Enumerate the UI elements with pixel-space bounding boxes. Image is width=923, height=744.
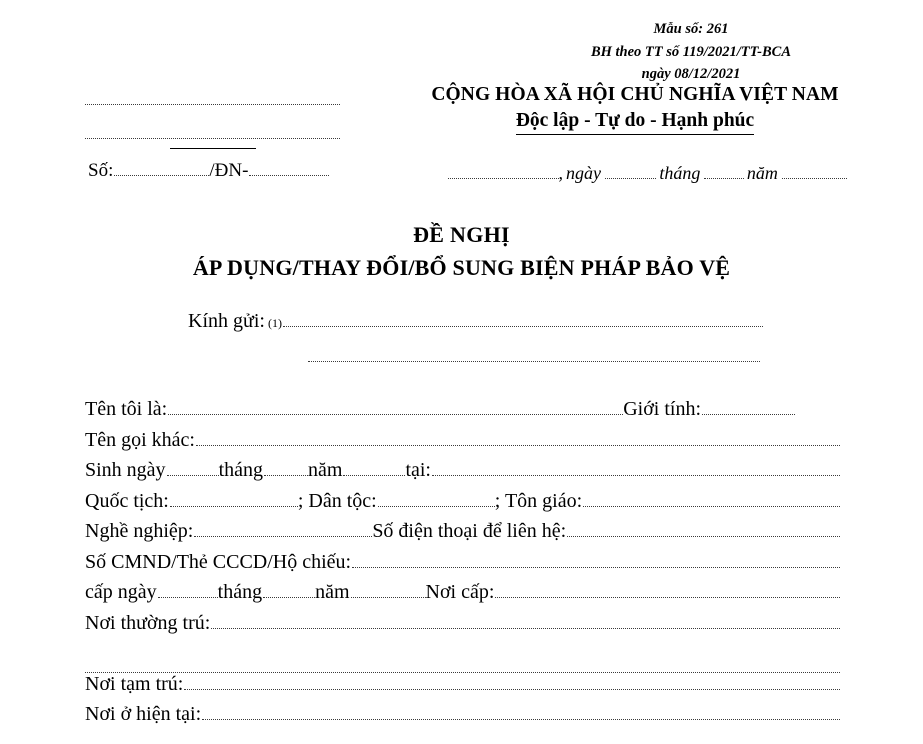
document-subtitle: ÁP DỤNG/THAY ĐỔI/BỔ SUNG BIỆN PHÁP BẢO VỆ (192, 255, 731, 280)
issue-month-input[interactable] (263, 581, 315, 598)
id-number-input[interactable] (352, 551, 840, 568)
current-address-label: Nơi ở hiện tại: (85, 703, 202, 725)
ethnicity-label: ; Dân tộc: (297, 489, 377, 512)
nationality-input[interactable] (170, 490, 298, 507)
org-name-line-1[interactable] (85, 86, 340, 105)
row-alias (85, 429, 840, 460)
document-number-suffix-input[interactable] (249, 160, 329, 176)
form-masthead (521, 18, 861, 86)
row-permanent-address-continuation (85, 642, 840, 673)
date-day-label: ngày (566, 163, 602, 183)
org-divider-rule (170, 148, 256, 149)
place-date-line (447, 163, 847, 184)
birth-year-label: năm (308, 459, 343, 481)
date-year-input[interactable] (782, 164, 847, 179)
form-issue-circular: BH theo TT số 119/2021/TT-BCA (590, 43, 792, 60)
birth-day-input[interactable] (167, 459, 219, 476)
document-number-separator: /ĐN- (209, 160, 249, 181)
gender-input[interactable] (702, 398, 795, 415)
issue-month-label: tháng (217, 581, 263, 603)
national-heading (395, 84, 875, 135)
form-issue-date: ngày 08/12/2021 (641, 66, 741, 83)
birth-month-input[interactable] (264, 459, 308, 476)
document-number-line (88, 160, 358, 182)
place-input[interactable] (448, 164, 559, 179)
birth-place-input[interactable] (432, 459, 840, 476)
phone-label: Số điện thoại để liên hệ: (372, 520, 567, 542)
temporary-address-input[interactable] (184, 673, 840, 690)
national-heading-line2: Độc lập - Tự do - Hạnh phúc (516, 110, 754, 135)
issue-day-input[interactable] (158, 581, 218, 598)
row-id-issue (85, 581, 840, 612)
permanent-address-input[interactable] (211, 612, 840, 629)
temporary-address-label: Nơi tạm trú: (85, 672, 184, 695)
row-occupation-phone (85, 520, 840, 551)
issue-year-label: năm (315, 581, 350, 603)
current-address-input[interactable] (202, 703, 840, 720)
phone-input[interactable] (567, 520, 840, 537)
form-code: Mẫu số: 261 (653, 21, 729, 37)
birth-day-label: Sinh ngày (85, 459, 166, 481)
religion-label: ; Tôn giáo: (494, 489, 583, 512)
national-heading-line1: CỘNG HÒA XÃ HỘI CHỦ NGHĨA VIỆT NAM (431, 84, 839, 105)
row-date-of-birth (85, 459, 840, 490)
recipient-line (188, 310, 763, 333)
row-nationality-ethnicity-religion (85, 490, 840, 521)
ethnicity-input[interactable] (378, 490, 495, 507)
row-temporary-address (85, 673, 840, 704)
full-name-label: Tên tôi là: (85, 398, 168, 420)
recipient-input-line2[interactable] (308, 347, 760, 362)
issue-place-label: Nơi cấp: (425, 581, 495, 603)
document-number-label: Số: (88, 160, 114, 181)
recipient-input[interactable] (283, 310, 763, 327)
issuing-organisation-block (85, 86, 340, 149)
document-title: ĐỀ NGHỊ (413, 222, 510, 247)
row-current-address (85, 703, 840, 734)
date-year-label: năm (746, 163, 778, 183)
id-number-label: Số CMND/Thẻ CCCD/Hộ chiếu: (85, 550, 352, 573)
religion-input[interactable] (583, 490, 840, 507)
issue-place-input[interactable] (495, 581, 840, 598)
nationality-label: Quốc tịch: (85, 489, 169, 512)
recipient-label: Kính gửi: (188, 310, 265, 332)
alias-input[interactable] (196, 429, 840, 446)
date-month-input[interactable] (704, 164, 743, 179)
occupation-input[interactable] (194, 520, 372, 537)
permanent-address-label: Nơi thường trú: (85, 611, 211, 634)
date-day-input[interactable] (605, 164, 656, 179)
date-month-label: tháng (659, 163, 701, 183)
applicant-details-form (85, 398, 840, 734)
permanent-address-input-line2[interactable] (85, 658, 840, 673)
row-full-name (85, 398, 840, 429)
birth-place-label: tại: (405, 459, 431, 481)
birth-year-input[interactable] (343, 459, 405, 476)
recipient-footnote-marker: (1) (267, 316, 282, 330)
issue-day-label: cấp ngày (85, 581, 157, 603)
issue-year-input[interactable] (351, 581, 426, 598)
document-title-block (0, 222, 923, 281)
alias-label: Tên gọi khác: (85, 428, 195, 451)
place-date-comma: , (558, 163, 564, 183)
org-name-line-2[interactable] (85, 120, 340, 139)
row-id-number (85, 551, 840, 582)
occupation-label: Nghề nghiệp: (85, 520, 194, 542)
document-number-input[interactable] (114, 160, 209, 176)
row-permanent-address (85, 612, 840, 643)
full-name-input[interactable] (168, 398, 623, 415)
birth-month-label: tháng (218, 459, 263, 481)
gender-label: Giới tính: (623, 398, 702, 420)
